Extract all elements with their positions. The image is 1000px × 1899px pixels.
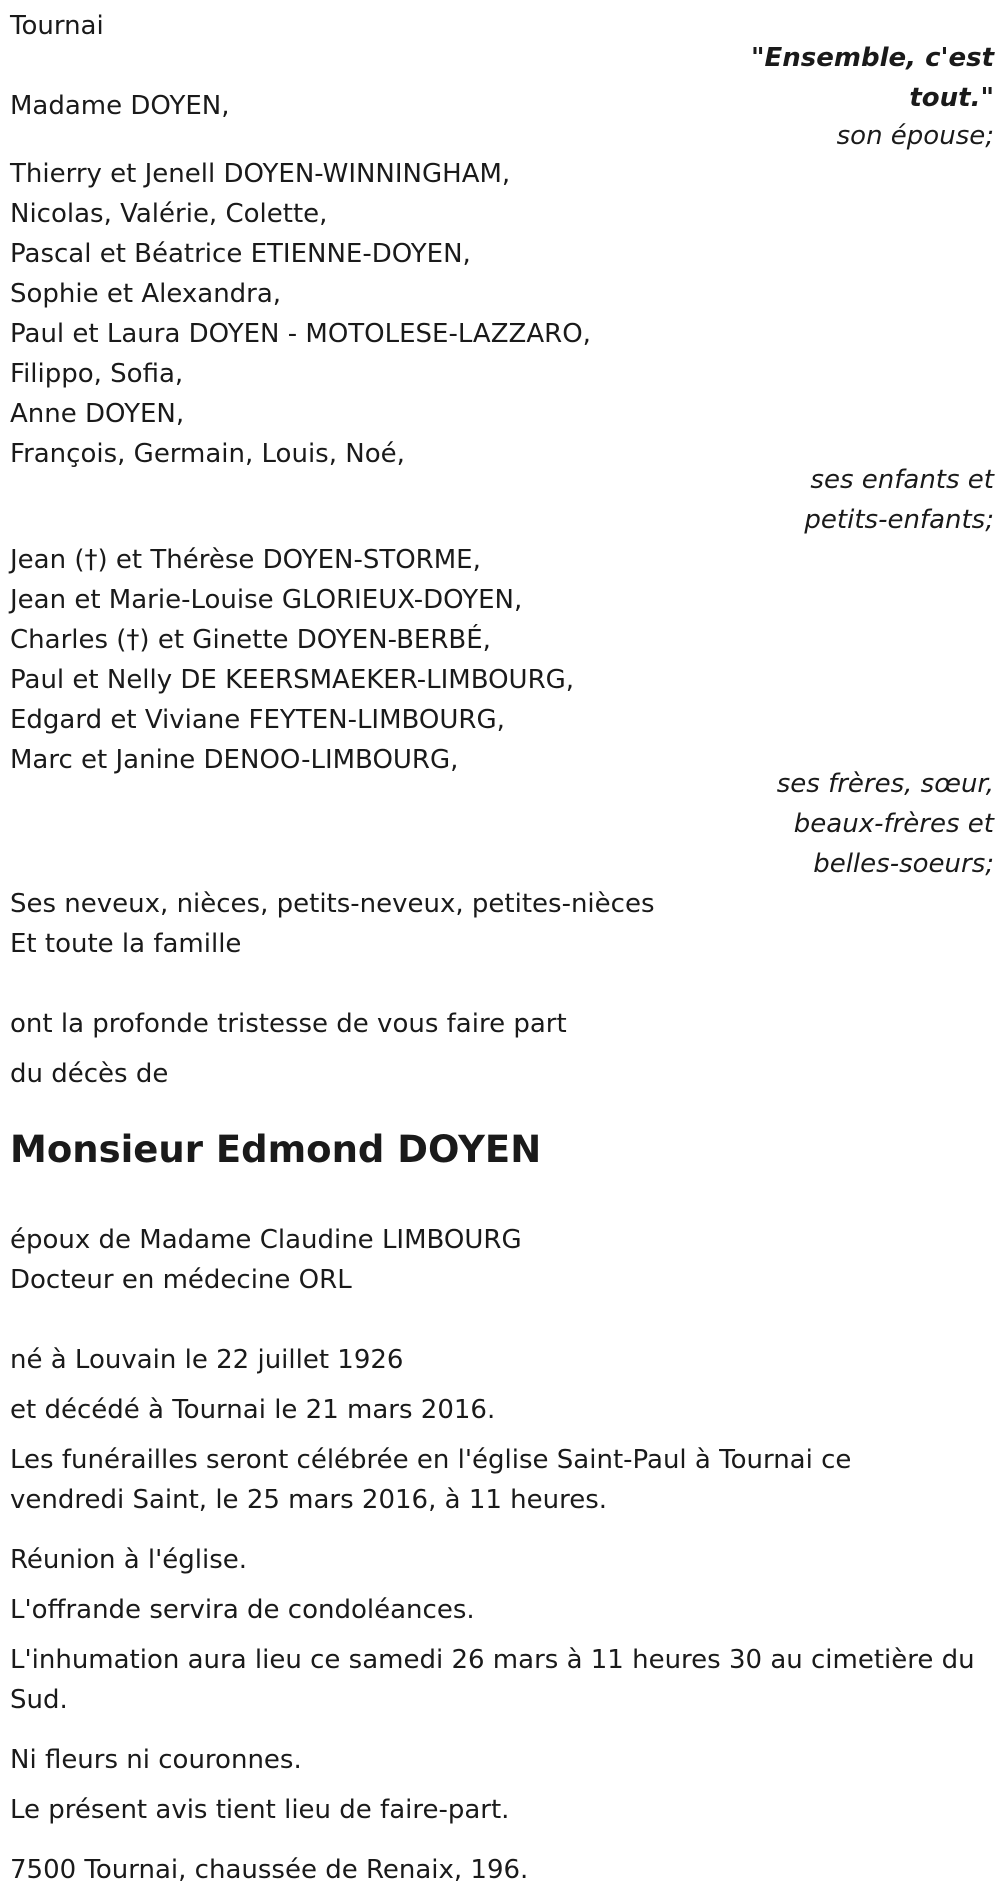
siblings-line: Marc et Janine DENOO-LIMBOURG, bbox=[10, 745, 459, 775]
address-line: 7500 Tournai, chaussée de Renaix, 196. bbox=[10, 1855, 529, 1885]
widow-name: Madame DOYEN, bbox=[10, 91, 230, 121]
children-line: Sophie et Alexandra, bbox=[10, 279, 282, 309]
children-line: Nicolas, Valérie, Colette, bbox=[10, 199, 328, 229]
children-line: Filippo, Sofia, bbox=[10, 359, 184, 389]
death-line: et décédé à Tournai le 21 mars 2016. bbox=[10, 1395, 496, 1425]
birth-line: né à Louvain le 22 juillet 1926 bbox=[10, 1345, 404, 1375]
children-line: Pascal et Béatrice ETIENNE-DOYEN, bbox=[10, 239, 471, 269]
flowers-line: Ni fleurs ni couronnes. bbox=[10, 1745, 302, 1775]
siblings-line: Jean et Marie-Louise GLORIEUX-DOYEN, bbox=[10, 585, 523, 615]
children-line: Anne DOYEN, bbox=[10, 399, 185, 429]
city-heading: Tournai bbox=[10, 11, 104, 41]
meeting-line: Réunion à l'église. bbox=[10, 1545, 248, 1575]
siblings-role-line: belles-soeurs; bbox=[813, 849, 994, 879]
children-role-line: petits-enfants; bbox=[804, 505, 994, 535]
funeral-paragraph: Les funérailles seront célébrée en l'église Saint-Paul à Tournai ce vendredi Saint, le 25 mars 2016, à 11 heures. bbox=[10, 1445, 852, 1515]
siblings-line: Paul et Nelly DE KEERSMAEKER-LIMBOURG, bbox=[10, 665, 575, 695]
profession-line: Docteur en médecine ORL bbox=[10, 1265, 352, 1295]
siblings-line: Jean (†) et Thérèse DOYEN-STORME, bbox=[10, 545, 481, 575]
announcement-line: ont la profonde tristesse de vous faire part bbox=[10, 1009, 567, 1039]
motto-quote: "Ensemble, c'est tout." bbox=[750, 43, 994, 113]
spouse-line: époux de Madame Claudine LIMBOURG bbox=[10, 1225, 522, 1255]
announcement-line: du décès de bbox=[10, 1059, 169, 1089]
family-line: Et toute la famille bbox=[10, 929, 242, 959]
notice-line: Le présent avis tient lieu de faire-part. bbox=[10, 1795, 510, 1825]
siblings-line: Edgard et Viviane FEYTEN-LIMBOURG, bbox=[10, 705, 505, 735]
deceased-name: Monsieur Edmond DOYEN bbox=[10, 1128, 542, 1171]
children-role-line: ses enfants et bbox=[810, 465, 994, 495]
siblings-role-line: ses frères, sœur, bbox=[776, 769, 994, 799]
children-line: Paul et Laura DOYEN - MOTOLESE-LAZZARO, bbox=[10, 319, 591, 349]
burial-paragraph: L'inhumation aura lieu ce samedi 26 mars à 11 heures 30 au cimetière du Sud. bbox=[10, 1645, 975, 1715]
siblings-line: Charles (†) et Ginette DOYEN-BERBÉ, bbox=[10, 625, 491, 655]
family-line: Ses neveux, nièces, petits-neveux, petites-nièces bbox=[10, 889, 655, 919]
widow-role: son épouse; bbox=[836, 121, 994, 151]
siblings-role-line: beaux-frères et bbox=[793, 809, 994, 839]
children-line: François, Germain, Louis, Noé, bbox=[10, 439, 405, 469]
offering-line: L'offrande servira de condoléances. bbox=[10, 1595, 475, 1625]
children-line: Thierry et Jenell DOYEN-WINNINGHAM, bbox=[10, 159, 511, 189]
